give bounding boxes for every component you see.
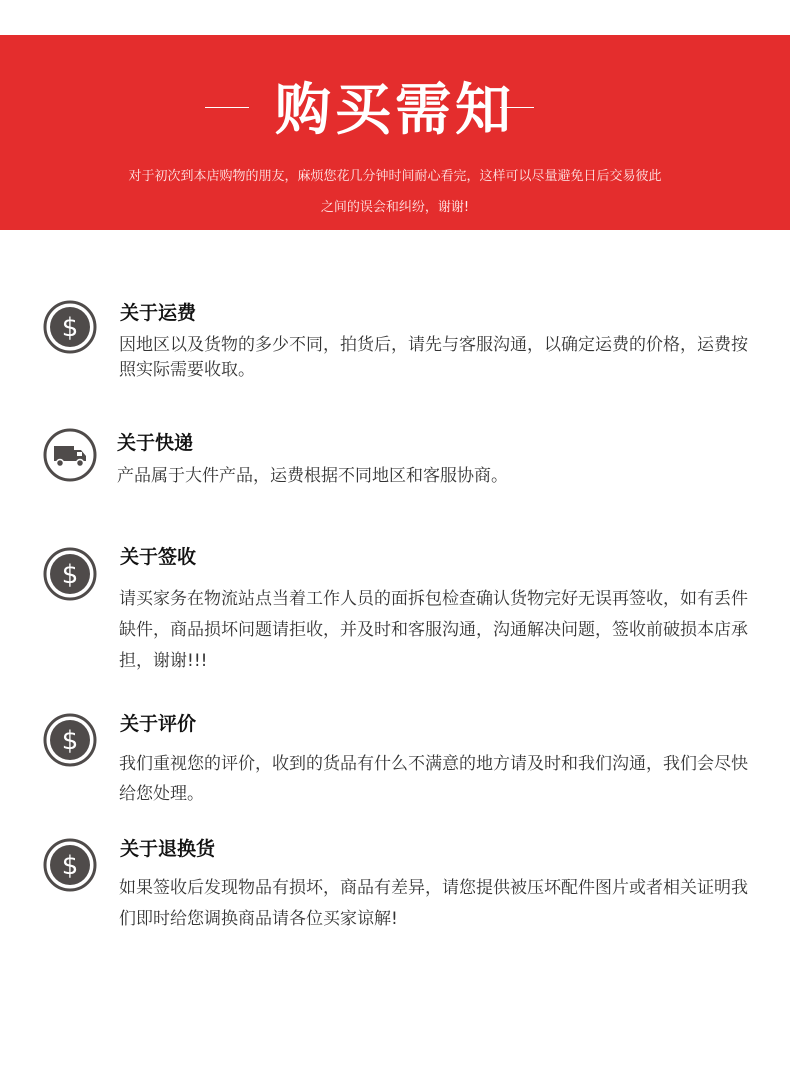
banner-description-line-2: 之间的误会和纠纷，谢谢! bbox=[320, 200, 470, 215]
svg-text:$: $ bbox=[61, 851, 79, 881]
svg-text:$: $ bbox=[61, 313, 79, 343]
section-body: 因地区以及货物的多少不同，拍货后，请先与客服沟通，以确定运费的价格，运费按照实际需要收取。 bbox=[119, 335, 748, 380]
section-title: 关于签收 bbox=[120, 546, 197, 568]
dollar-icon bbox=[43, 300, 97, 354]
dollar-icon bbox=[43, 547, 97, 601]
section-body: 产品属于大件产品，运费根据不同地区和客服协商。 bbox=[117, 466, 508, 486]
svg-text:$: $ bbox=[61, 726, 79, 756]
section-title: 关于运费 bbox=[120, 302, 197, 324]
banner-description bbox=[95, 161, 695, 223]
svg-text:$: $ bbox=[61, 560, 79, 590]
dollar-icon bbox=[43, 838, 97, 892]
section-body: 请买家务在物流站点当着工作人员的面拆包检查确认货物完好无误再签收，如有丢件缺件，商品损坏问题请拒收，并及时和客服沟通，沟通解决问题，签收前破损本店承担，谢谢!!! bbox=[119, 589, 748, 671]
section-body: 如果签收后发现物品有损坏，商品有差异，请您提供被压坏配件图片或者相关证明我们即时给您调换商品请各位买家谅解! bbox=[119, 878, 748, 929]
header-banner bbox=[0, 35, 790, 230]
section-body: 我们重视您的评价，收到的货品有什么不满意的地方请及时和我们沟通，我们会尽快给您处理。 bbox=[119, 754, 748, 804]
truck-icon bbox=[43, 428, 97, 482]
banner-description-line-1: 对于初次到本店购物的朋友，麻烦您花几分钟时间耐心看完，这样可以尽量避免日后交易彼此 bbox=[128, 169, 662, 184]
section-title: 关于退换货 bbox=[120, 838, 216, 860]
section-title: 关于快递 bbox=[117, 432, 194, 454]
section-title: 关于评价 bbox=[120, 713, 197, 735]
page-title: 购买需知 bbox=[275, 78, 515, 143]
dollar-icon bbox=[43, 713, 97, 767]
